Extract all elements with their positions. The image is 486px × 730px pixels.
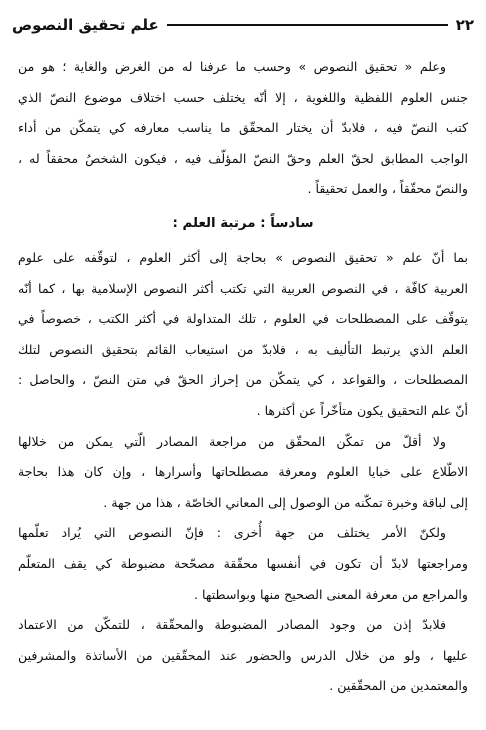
paragraph-3 [18, 427, 468, 519]
text-line: ومراجعتها لابدّ أن تكون في أنفسها محقّقة مصحّحة مضبوطة كي يقف المتعلّم [18, 555, 468, 571]
running-header [12, 12, 474, 38]
text-line: كتب النصّ فيه ، فلابدّ أن يختار المحقّق ما يناسب معارفه كي يتمكّن من أداء [18, 120, 468, 136]
text-line: عليها ، ولو من خلال الدرس والحضور عند المحقّقين من الأساتذة والمشرفين [18, 647, 468, 663]
header-rule [167, 24, 448, 26]
text-line: والنصّ محقّقاً ، والعمل تحقيقاً . [307, 181, 468, 197]
text-line: الاطّلاع على خبايا العلوم ومعرفة مصطلحاتها وأسرارها ، وإن كان هذا بحاجة [18, 464, 468, 480]
page-number: ٢٢ [455, 16, 474, 34]
paragraph-4 [18, 518, 468, 610]
text-line: المصطلحات ، والقواعد ، كي يتمكّن من إحراز الحقّ في متن النصّ ، والحاصل : [18, 372, 468, 388]
text-line: ولا أقلّ من تمكّن المحقّق من مراجعة المصادر الّتي يمكن من خلالها [18, 433, 446, 449]
text-line: إلى لباقة وخبرة تمكّنه من الوصول إلى المعاني الخاصّة ، هذا من جهة . [103, 494, 468, 510]
text-line: أنّ علم التحقيق يكون متأخّراً عن أكثرها . [256, 402, 468, 418]
text-line: فلابدّ إذن من وجود المصادر المضبوطة والمحقّقة ، للتمكّن من الاعتماد [18, 617, 446, 633]
body-text [18, 52, 468, 702]
text-line: ولكنّ الأمر يختلف من جهة أُخرى : فإنّ النصوص التي يُراد تعلّمها [18, 525, 446, 541]
text-line: العلم الذي يرتبط التأليف به ، فلابدّ من استيعاب القائم بتحقيق النصوص لتلك [18, 341, 468, 357]
text-line: وعلم « تحقيق النصوص » وحسب ما عرفنا له من الغرض والغاية ؛ هو من [18, 59, 446, 74]
text-line: يتوقّف على المصطلحات في العلوم ، تلك المتداولة في أكثر الكتب ، خصوصاً في [18, 311, 468, 327]
text-line: الواجب المطابق لحقّ العلم وحقّ النصّ المؤلّف فيه ، فيكون الشخصُ محققاً له ، [18, 150, 468, 166]
text-line: والمراجع من معرفة المعنى الصحيح منها وبواسطتها . [194, 586, 468, 602]
section-heading: سادساً : مرتبة العلم : [172, 215, 314, 231]
text-line: جنس العلوم اللفظية واللغوية ، إلا أنّه يختلف حسب اختلاف موضوع النصّ الذي [18, 89, 468, 105]
running-title: علم تحقيق النصوص [12, 16, 159, 34]
text-line: والمعتمدين من المحقّقين . [329, 678, 468, 694]
text-line: بما أنّ علم « تحقيق النصوص » بحاجة إلى أكثر العلوم ، لتوقّفه على علوم [18, 249, 468, 265]
paragraph-1 [18, 52, 468, 205]
text-line: العربية كافّة ، في النصوص العربية التي تكتب أكثر النصوص الإسلامية بها ، كما أنّه [18, 280, 468, 296]
paragraph-2 [18, 243, 468, 427]
paragraph-5 [18, 610, 468, 702]
